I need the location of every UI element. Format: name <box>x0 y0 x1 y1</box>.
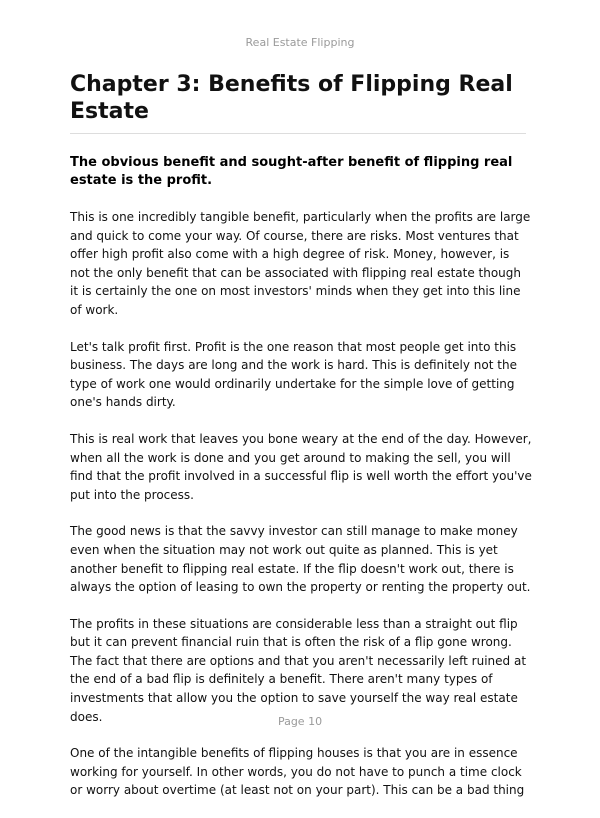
running-header: Real Estate Flipping <box>245 36 355 49</box>
title-divider <box>70 133 526 134</box>
lead-paragraph: The obvious benefit and sought-after benefit of flipping real estate is the profit. <box>70 155 513 188</box>
page-number: Page 10 <box>277 715 323 728</box>
body-paragraph: This is one incredibly tangible benefit, particularly when the profits are large and quick to come your way. Of course, there are risks. Most ventures that offer high profit also come with a high degree of risk. Money, however, is not the only benefit that can be associated with flipping real estate though it is certainly the one on most investors' minds when they get into this line of work. <box>70 210 531 317</box>
body-paragraph: This is real work that leaves you bone weary at the end of the day. However, when all the work is done and you get around to making the sell, you will find that the profit involved in a successful flip is well worth the effort you've put into the process. <box>70 431 532 502</box>
body-paragraph: The profits in these situations are considerable less than a straight out flip but it can prevent financial ruin that is often the risk of a flip gone wrong. The fact that there are options and that you aren't necessarily left ruined at the end of a bad flip is definitely a benefit. There aren't many types of investments that allow you the option to save yourself the way real estate does. <box>70 616 527 724</box>
body-paragraph: The good news is that the savvy investor can still manage to make money even when the situation may not work out quite as planned. This is yet another benefit to flipping real estate. If the flip doesn't work out, there is always the option of leasing to own the property or renting the property out. <box>70 524 531 595</box>
body-paragraph: Let's talk profit first. Profit is the one reason that most people get into this business. The days are long and the work is hard. This is definitely not the type of work one would ordinarily undertake for the simple love of getting one's hands dirty. <box>70 339 517 410</box>
chapter-title: Chapter 3: Benefits of Flipping Real Estate <box>70 72 513 124</box>
body-paragraph: One of the intangible benefits of flipping houses is that you are in essence working for yourself. In other words, you do not have to punch a time clock or worry about overtime (at least not on your part). This can be a bad thing <box>70 746 525 798</box>
